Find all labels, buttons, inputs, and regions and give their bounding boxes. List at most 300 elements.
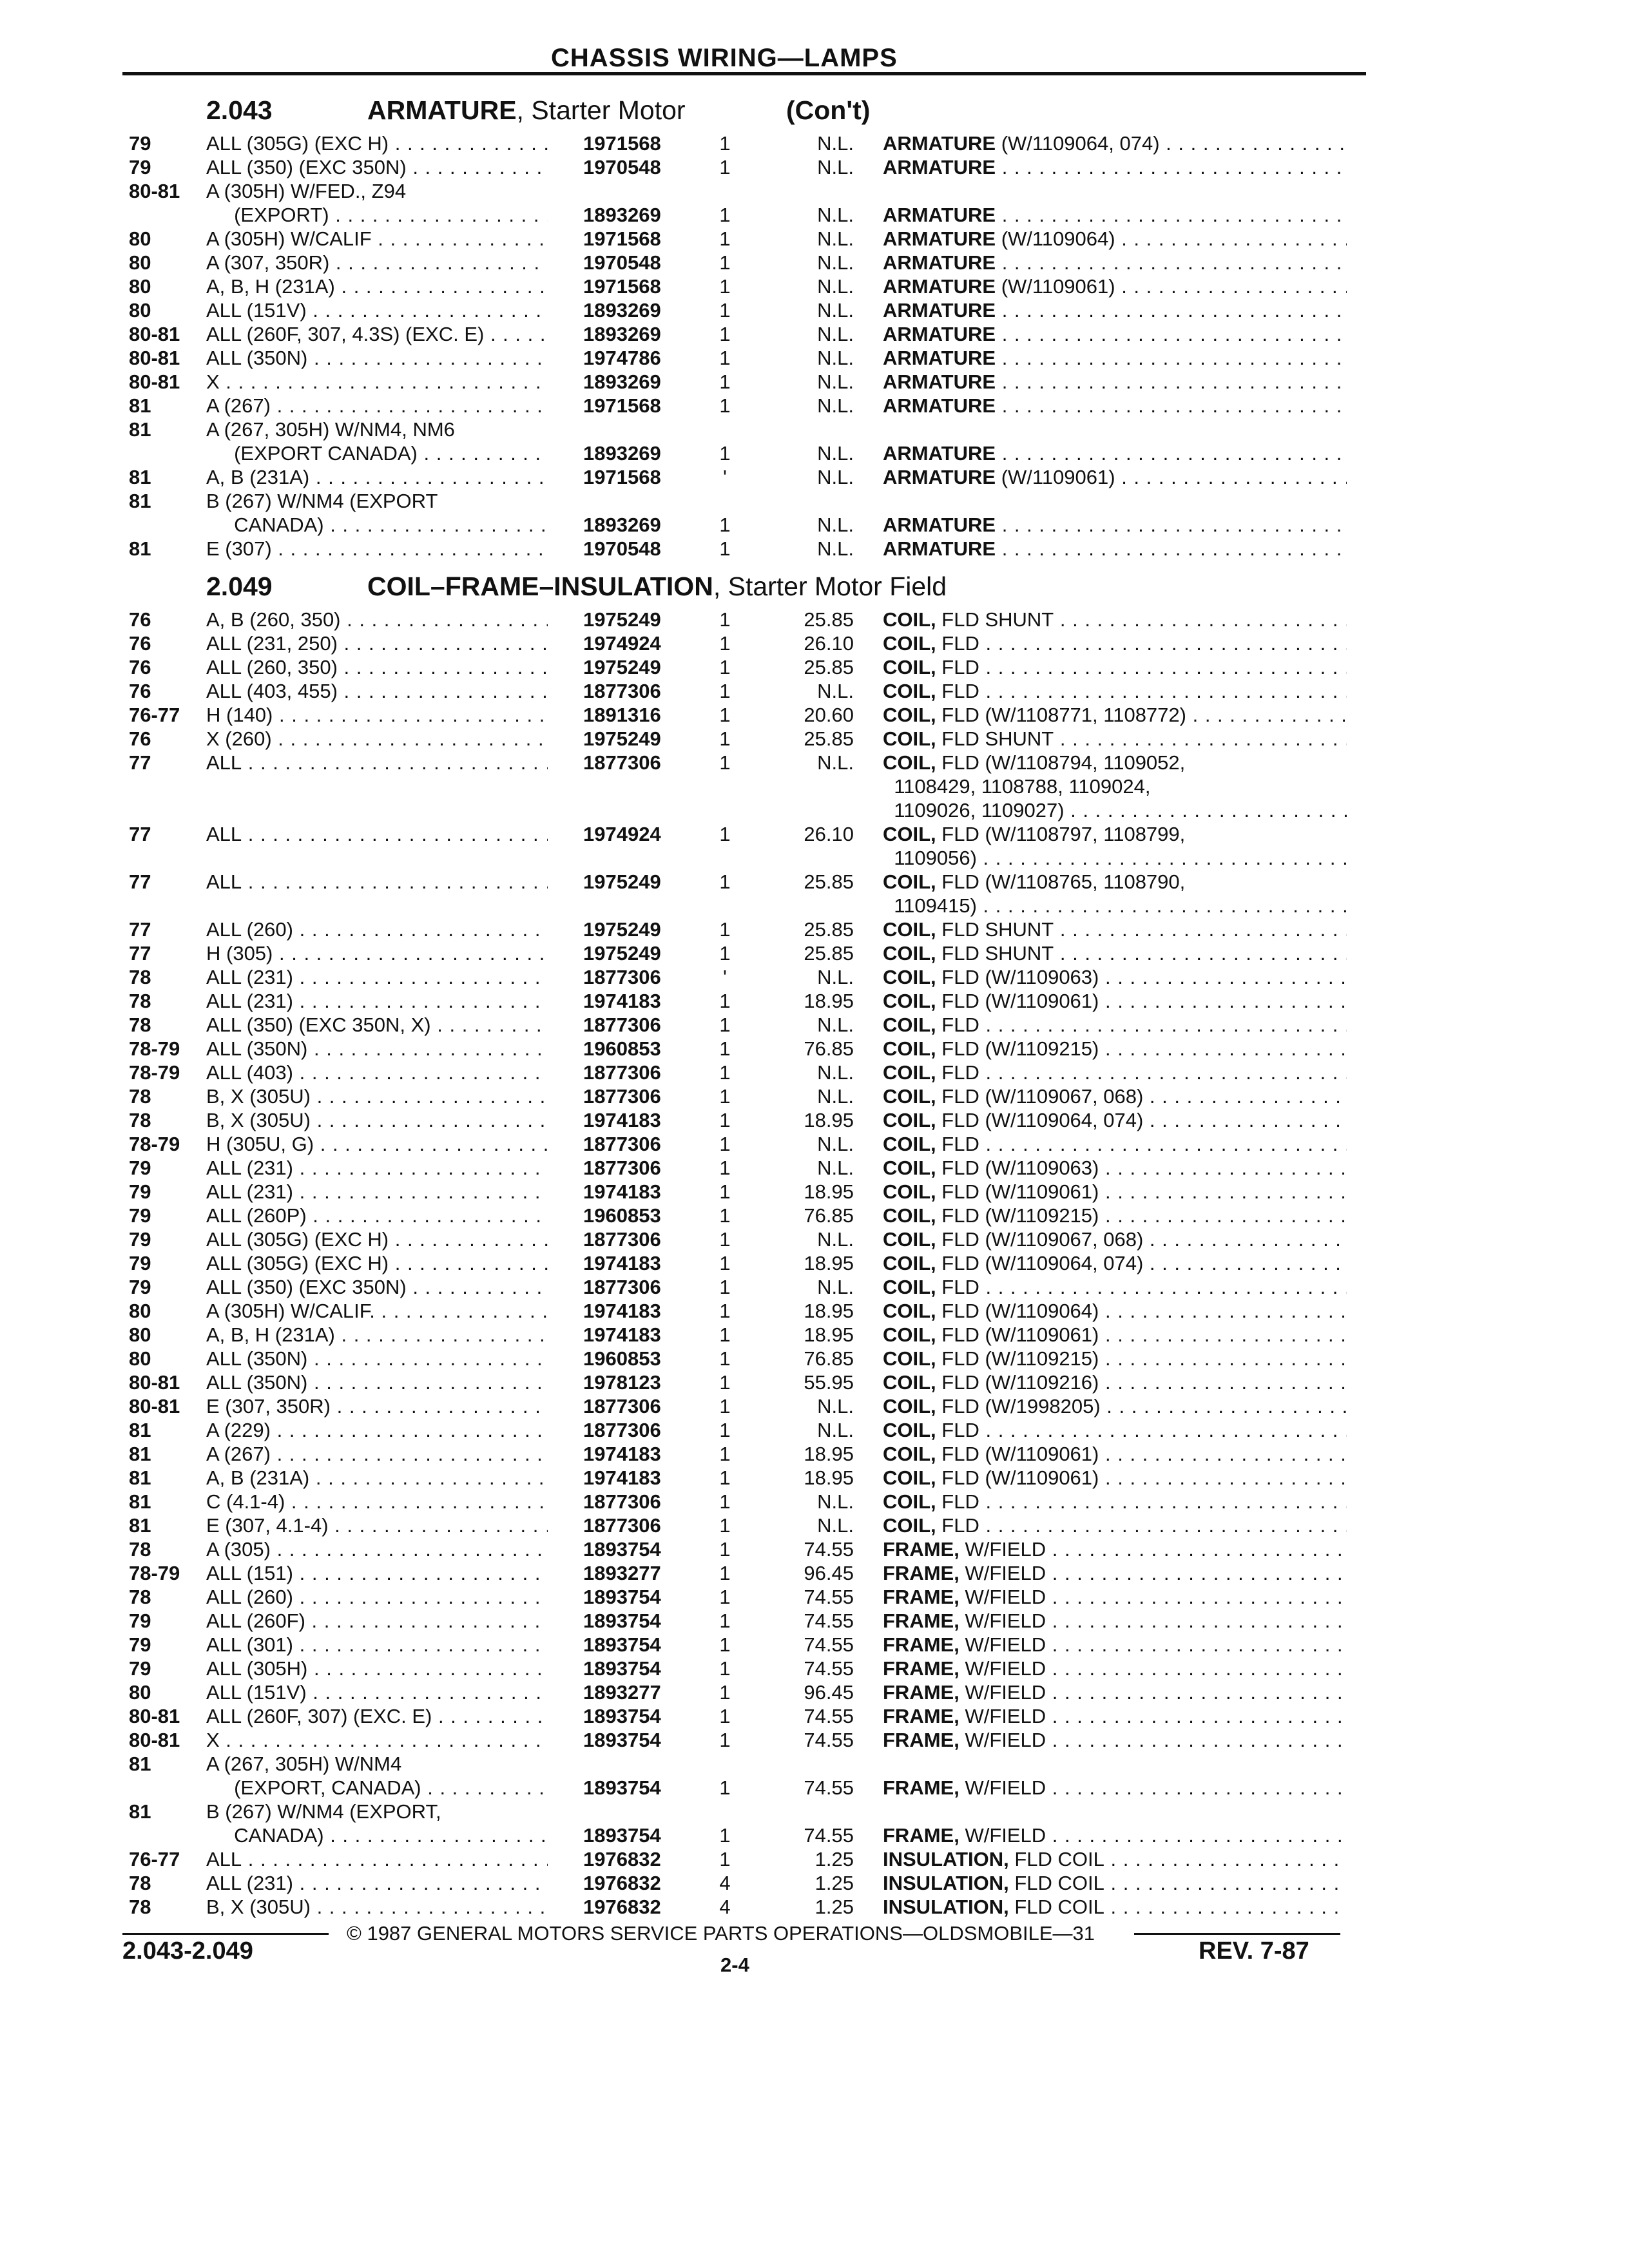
quantity: 1 [719, 156, 731, 178]
description [883, 1704, 1347, 1728]
application: ALL (305H) . . . [206, 1657, 548, 1680]
description-keyword: COIL, [883, 1109, 936, 1131]
application: X . . . [206, 1728, 548, 1752]
price: 74.55 [804, 1586, 854, 1608]
application: ALL (350N) . . . [206, 1347, 548, 1370]
description-keyword: ARMATURE [883, 299, 996, 322]
application: C (4.1-4) . . . [206, 1490, 548, 1514]
parts-row [0, 537, 1629, 561]
description [883, 989, 1347, 1013]
model-year: 81 [129, 394, 151, 417]
quantity: 1 [719, 1610, 731, 1632]
description-keyword: ARMATURE [883, 275, 996, 298]
parts-row [0, 1680, 1629, 1704]
description [883, 822, 1347, 846]
quantity: 1 [719, 1466, 731, 1489]
parts-row [0, 965, 1629, 989]
quantity: 1 [719, 1323, 731, 1346]
part-number: 1891316 [583, 704, 661, 726]
parts-row [0, 131, 1629, 155]
part-number: 1975249 [583, 656, 661, 678]
quantity: 1 [719, 323, 731, 345]
parts-row [0, 1084, 1629, 1108]
description-keyword: COIL, [883, 918, 936, 941]
description [883, 1156, 1347, 1180]
description-keyword: COIL, [883, 1490, 936, 1513]
description [883, 1132, 1347, 1156]
description [883, 798, 1347, 822]
description-keyword: COIL, [883, 1157, 936, 1179]
quantity: ' [723, 966, 727, 988]
price: 1.25 [815, 1872, 854, 1894]
description-keyword: COIL, [883, 1061, 936, 1084]
page-title: CHASSIS WIRING—LAMPS [551, 44, 898, 72]
description [883, 298, 1347, 322]
description [883, 1633, 1347, 1657]
parts-row [0, 798, 1629, 822]
parts-row [0, 1823, 1629, 1847]
quantity: 1 [719, 347, 731, 369]
description-detail: (W/1109061) [996, 466, 1115, 488]
part-number: 1971568 [583, 227, 661, 250]
application: H (305U, G) . . . [206, 1132, 548, 1156]
price: 74.55 [804, 1657, 854, 1680]
parts-row [0, 1514, 1629, 1537]
price: 1.25 [815, 1848, 854, 1870]
part-number: 1893754 [583, 1705, 661, 1727]
model-year: 81 [129, 1466, 151, 1489]
model-year: 80 [129, 1323, 151, 1346]
description-keyword: ARMATURE [883, 394, 996, 417]
parts-row [0, 1251, 1629, 1275]
footer-revision: REV. 7-87 [1199, 1937, 1309, 1965]
application: E (307, 4.1-4) . . . [206, 1514, 548, 1537]
part-number: 1974924 [583, 823, 661, 845]
application: H (140) . . . [206, 703, 548, 727]
price: N.L. [817, 1395, 854, 1418]
quantity: 1 [719, 1657, 731, 1680]
parts-row [0, 1657, 1629, 1680]
price: 74.55 [804, 1824, 854, 1847]
parts-row [0, 1633, 1629, 1657]
description-detail: FLD (W/1109067, 068) [936, 1085, 1144, 1108]
price: 96.45 [804, 1562, 854, 1584]
description-keyword: ARMATURE [883, 156, 996, 178]
description-detail: FLD (W/1108765, 1108790, [936, 870, 1186, 893]
description-keyword: COIL, [883, 1443, 936, 1465]
section-number: 2.049 [206, 572, 273, 601]
application: A (305H) W/CALIF . . . [206, 227, 548, 251]
part-number: 1877306 [583, 1014, 661, 1036]
section-title-main: COIL–FRAME–INSULATION [367, 572, 713, 601]
part-number: 1893277 [583, 1681, 661, 1704]
quantity: 1 [719, 1538, 731, 1561]
model-year: 79 [129, 1228, 151, 1251]
description-detail: FLD SHUNT [936, 918, 1054, 941]
part-number: 1974183 [583, 1323, 661, 1346]
model-year: 79 [129, 156, 151, 178]
quantity: 1 [719, 1157, 731, 1179]
application: ALL (151V) . . . [206, 298, 548, 322]
price: 18.95 [804, 1443, 854, 1465]
quantity: 1 [719, 823, 731, 845]
description-detail: W/FIELD [959, 1610, 1046, 1632]
parts-row [0, 251, 1629, 274]
footer-page-number: 2-4 [720, 1954, 749, 1976]
quantity: 1 [719, 1276, 731, 1298]
quantity: 1 [719, 990, 731, 1012]
parts-row [0, 370, 1629, 394]
description [883, 370, 1347, 394]
model-year: 81 [129, 537, 151, 560]
part-number: 1893754 [583, 1729, 661, 1751]
parts-row [0, 1013, 1629, 1037]
model-year: 79 [129, 1180, 151, 1203]
application: B (267) W/NM4 (EXPORT [206, 490, 438, 512]
application: ALL (350) (EXC 350N, X) . . . [206, 1013, 548, 1037]
application: ALL (350) (EXC 350N) . . . [206, 1275, 548, 1299]
description [883, 274, 1347, 298]
description [883, 608, 1347, 631]
description-keyword: COIL, [883, 680, 936, 702]
parts-row [0, 1871, 1629, 1895]
description-detail: FLD [936, 1061, 979, 1084]
description [883, 441, 1347, 465]
model-year: 80-81 [129, 1395, 180, 1418]
description-keyword: ARMATURE [883, 466, 996, 488]
parts-row [0, 894, 1629, 918]
description-keyword: COIL, [883, 1347, 936, 1370]
price: N.L. [817, 680, 854, 702]
quantity: 1 [719, 299, 731, 322]
part-number: 1975249 [583, 727, 661, 750]
description-detail: FLD (W/1109061) [936, 1466, 1099, 1489]
description-keyword: ARMATURE [883, 442, 996, 465]
parts-row [0, 1370, 1629, 1394]
parts-row [0, 1442, 1629, 1466]
description [883, 774, 1347, 798]
description-detail: W/FIELD [959, 1538, 1046, 1561]
parts-row [0, 203, 1629, 227]
parts-row [0, 751, 1629, 774]
part-number: 1893754 [583, 1824, 661, 1847]
parts-row [0, 322, 1629, 346]
quantity: 1 [719, 1443, 731, 1465]
part-number: 1893754 [583, 1610, 661, 1632]
price: 18.95 [804, 1252, 854, 1274]
part-number: 1971568 [583, 275, 661, 298]
price: 25.85 [804, 656, 854, 678]
description-detail: FLD (W/1109215) [936, 1204, 1099, 1227]
description [883, 1013, 1347, 1037]
description-detail: W/FIELD [959, 1562, 1046, 1584]
description [883, 679, 1347, 703]
model-year: 79 [129, 1633, 151, 1656]
description-keyword: FRAME, [883, 1538, 959, 1561]
price: N.L. [817, 1061, 854, 1084]
part-number: 1960853 [583, 1037, 661, 1060]
description [883, 1466, 1347, 1490]
description-keyword: ARMATURE [883, 323, 996, 345]
description-detail: FLD (W/1109063) [936, 966, 1099, 988]
parts-row [0, 608, 1629, 631]
description-keyword: ARMATURE [883, 537, 996, 560]
description-keyword: ARMATURE [883, 370, 996, 393]
description-keyword: COIL, [883, 1014, 936, 1036]
model-year: 76 [129, 680, 151, 702]
price: N.L. [817, 751, 854, 774]
parts-row [0, 441, 1629, 465]
price: N.L. [817, 1085, 854, 1108]
price: N.L. [817, 1514, 854, 1537]
application: ALL (231) . . . [206, 1871, 548, 1895]
application: X . . . [206, 370, 548, 394]
price: 76.85 [804, 1204, 854, 1227]
description [883, 131, 1347, 155]
application: A (307, 350R) . . . [206, 251, 548, 274]
description [883, 1394, 1347, 1418]
description-keyword: COIL, [883, 704, 936, 726]
quantity: 1 [719, 1705, 731, 1727]
application: ALL (350N) . . . [206, 346, 548, 370]
quantity: 1 [719, 204, 731, 226]
part-number: 1970548 [583, 251, 661, 274]
model-year: 76 [129, 727, 151, 750]
part-number: 1877306 [583, 1157, 661, 1179]
part-number: 1970548 [583, 156, 661, 178]
parts-row [0, 1537, 1629, 1561]
part-number: 1893269 [583, 299, 661, 322]
price: N.L. [817, 537, 854, 560]
description-detail: FLD (W/1109061) [936, 1443, 1099, 1465]
description-keyword: FRAME, [883, 1562, 959, 1584]
model-year: 79 [129, 1610, 151, 1632]
model-year: 78 [129, 1896, 151, 1918]
parts-row [0, 1204, 1629, 1227]
application: (EXPORT CANADA) . . . [206, 441, 548, 465]
model-year: 77 [129, 823, 151, 845]
application: ALL . . . [206, 751, 548, 774]
parts-row [0, 1037, 1629, 1061]
application: A (267) . . . [206, 394, 548, 418]
price: 26.10 [804, 823, 854, 845]
part-number: 1893754 [583, 1776, 661, 1799]
parts-row [0, 1180, 1629, 1204]
model-year: 76 [129, 656, 151, 678]
price: 18.95 [804, 1300, 854, 1322]
description [883, 1776, 1347, 1800]
description-keyword: FRAME, [883, 1776, 959, 1799]
description-keyword: COIL, [883, 656, 936, 678]
description [883, 1728, 1347, 1752]
parts-row [0, 1156, 1629, 1180]
description [883, 1537, 1347, 1561]
price: N.L. [817, 966, 854, 988]
model-year: 80 [129, 275, 151, 298]
description [883, 1323, 1347, 1347]
description-detail: FLD COIL [1008, 1872, 1104, 1894]
model-year: 81 [129, 466, 151, 488]
application: A, B (231A) . . . [206, 1466, 548, 1490]
model-year: 81 [129, 490, 151, 512]
section-title-main: ARMATURE [367, 95, 517, 125]
model-year: 77 [129, 918, 151, 941]
description-keyword: COIL, [883, 727, 936, 750]
parts-row [0, 989, 1629, 1013]
model-year: 77 [129, 942, 151, 965]
part-number: 1893269 [583, 323, 661, 345]
quantity: 1 [719, 870, 731, 893]
description-keyword: ARMATURE [883, 347, 996, 369]
description [883, 1251, 1347, 1275]
parts-row [0, 1704, 1629, 1728]
price: N.L. [817, 370, 854, 393]
footer-copyright: © 1987 GENERAL MOTORS SERVICE PARTS OPERATIONS—OLDSMOBILE—31 [347, 1922, 1095, 1945]
price: 96.45 [804, 1681, 854, 1704]
quantity: 1 [719, 132, 731, 155]
price: 25.85 [804, 918, 854, 941]
parts-row [0, 1490, 1629, 1514]
description [883, 1490, 1347, 1514]
parts-row [0, 631, 1629, 655]
description-keyword: COIL, [883, 823, 936, 845]
model-year: 78 [129, 990, 151, 1012]
description-detail: (W/1109064) [996, 227, 1115, 250]
quantity: 1 [719, 680, 731, 702]
model-year: 76 [129, 632, 151, 655]
model-year: 78 [129, 1014, 151, 1036]
application: ALL (151) . . . [206, 1561, 548, 1585]
description [883, 1084, 1347, 1108]
parts-row [0, 394, 1629, 418]
part-number: 1877306 [583, 680, 661, 702]
description-detail: W/FIELD [959, 1657, 1046, 1680]
quantity: 1 [719, 1061, 731, 1084]
quantity: 1 [719, 1014, 731, 1036]
application: A, B (260, 350) . . . [206, 608, 548, 631]
price: N.L. [817, 514, 854, 536]
application: A, B (231A) . . . [206, 465, 548, 489]
part-number: 1974183 [583, 1109, 661, 1131]
parts-row [0, 513, 1629, 537]
quantity: 1 [719, 442, 731, 465]
description-keyword: COIL, [883, 1395, 936, 1418]
description [883, 322, 1347, 346]
model-year: 79 [129, 132, 151, 155]
quantity: 1 [719, 1133, 731, 1155]
description [883, 227, 1347, 251]
application: ALL (305G) (EXC H) . . . [206, 1227, 548, 1251]
application: E (307, 350R) . . . [206, 1394, 548, 1418]
description-keyword: FRAME, [883, 1633, 959, 1656]
parts-row [0, 1418, 1629, 1442]
description-keyword: ARMATURE [883, 251, 996, 274]
application: B, X (305U) . . . [206, 1084, 548, 1108]
description-detail: FLD (W/1108771, 1108772) [936, 704, 1186, 726]
model-year: 79 [129, 1276, 151, 1298]
description-detail: W/FIELD [959, 1586, 1046, 1608]
description-detail: W/FIELD [959, 1705, 1046, 1727]
parts-row [0, 274, 1629, 298]
part-number: 1975249 [583, 918, 661, 941]
part-number: 1877306 [583, 1228, 661, 1251]
footer-rule-left [122, 1933, 329, 1935]
price: 74.55 [804, 1610, 854, 1632]
quantity: 1 [719, 1562, 731, 1584]
price: 74.55 [804, 1633, 854, 1656]
model-year: 78 [129, 1109, 151, 1131]
description [883, 965, 1347, 989]
price: N.L. [817, 204, 854, 226]
model-year: 79 [129, 1157, 151, 1179]
parts-row [0, 1061, 1629, 1084]
parts-row [0, 1466, 1629, 1490]
part-number: 1893269 [583, 204, 661, 226]
description [883, 1037, 1347, 1061]
quantity: 4 [719, 1896, 731, 1918]
quantity: 1 [719, 1395, 731, 1418]
description [883, 1871, 1347, 1895]
description-detail: FLD (W/1108794, 1109052, [936, 751, 1186, 774]
application: CANADA) . . . [206, 1823, 548, 1847]
part-number: 1974183 [583, 1180, 661, 1203]
description-detail: FLD (W/1109067, 068) [936, 1228, 1144, 1251]
description [883, 1561, 1347, 1585]
application: ALL (151V) . . . [206, 1680, 548, 1704]
price: 26.10 [804, 632, 854, 655]
quantity: 1 [719, 1824, 731, 1847]
part-number: 1877306 [583, 1395, 661, 1418]
footer-section-range: 2.043-2.049 [122, 1937, 253, 1965]
section-title-sub: , Starter Motor Field [713, 572, 947, 601]
parts-row [0, 655, 1629, 679]
parts-row [0, 1108, 1629, 1132]
description-detail: FLD (W/1109215) [936, 1347, 1099, 1370]
application: (EXPORT, CANADA) . . . [206, 1776, 548, 1800]
description-detail: FLD (W/1109215) [936, 1037, 1099, 1060]
quantity: 1 [719, 1419, 731, 1441]
description [883, 251, 1347, 274]
description [883, 1299, 1347, 1323]
price: 55.95 [804, 1371, 854, 1394]
description [883, 727, 1347, 751]
part-number: 1960853 [583, 1347, 661, 1370]
parts-row [0, 1394, 1629, 1418]
model-year: 78 [129, 1586, 151, 1608]
description-keyword: ARMATURE [883, 204, 996, 226]
part-number: 1975249 [583, 608, 661, 631]
description [883, 751, 1347, 774]
quantity: 1 [719, 608, 731, 631]
description-detail: FLD (W/1109064) [936, 1300, 1099, 1322]
parts-row [0, 1132, 1629, 1156]
quantity: 1 [719, 751, 731, 774]
quantity: 1 [719, 514, 731, 536]
description-detail: FLD [936, 1490, 979, 1513]
model-year: 80-81 [129, 370, 180, 393]
parts-row [0, 465, 1629, 489]
description-keyword: FRAME, [883, 1610, 959, 1632]
description-detail: W/FIELD [959, 1681, 1046, 1704]
description-detail: (W/1109061) [996, 275, 1115, 298]
quantity: 1 [719, 727, 731, 750]
quantity: 1 [719, 942, 731, 965]
price: N.L. [817, 1276, 854, 1298]
application: A (305) . . . [206, 1537, 548, 1561]
application: ALL . . . [206, 1847, 548, 1871]
description-keyword: COIL, [883, 1252, 936, 1274]
quantity: 1 [719, 1204, 731, 1227]
